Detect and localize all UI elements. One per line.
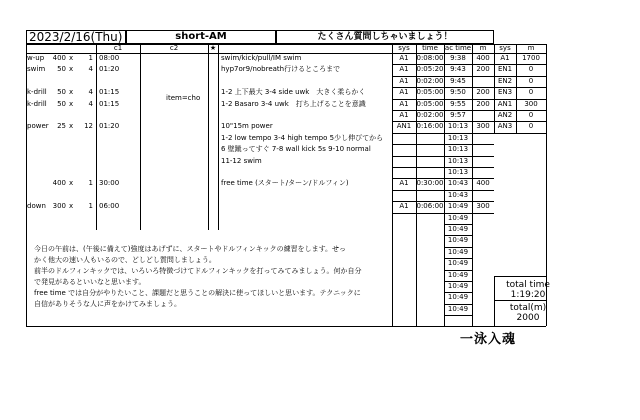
row-cycle: 01:20	[99, 122, 120, 131]
row-menu: hyp7or9/nobreath行けるところまで	[221, 65, 341, 74]
summary-m: 1700	[522, 54, 540, 62]
summary-sys: AN2	[497, 111, 513, 119]
row-meters: 200	[476, 99, 490, 108]
row-divider	[494, 133, 546, 134]
row-menu: 10"15m power	[221, 122, 273, 131]
practice-sheet	[26, 30, 612, 326]
row-meters: 400	[476, 54, 490, 62]
row-ac-time: 10:49	[447, 270, 469, 279]
row-time: 0:06:00	[416, 202, 444, 211]
row-divider	[392, 167, 494, 168]
row-ac-time: 9:55	[450, 99, 466, 108]
row-distance: 400	[52, 179, 66, 188]
column-divider	[140, 44, 141, 230]
row-meters: 400	[476, 179, 490, 188]
col-header-m: m	[479, 44, 487, 52]
header-message: たくさん質問しちゃいましょう！	[276, 30, 494, 44]
row-type: power	[27, 122, 49, 131]
row-menu: 6 壁蹴ってすぐ 7-8 wall kick 5s 9-10 normal	[221, 145, 371, 154]
summary-m: 0	[528, 111, 534, 119]
row-ac-time: 9:38	[450, 54, 466, 62]
row-ac-time: 10:13	[447, 145, 469, 154]
summary-sys: AN1	[497, 99, 513, 108]
summary-m: 0	[528, 122, 534, 131]
summary-m: 300	[524, 99, 538, 108]
row-sys: A1	[399, 99, 409, 108]
row-time: 0:02:00	[416, 111, 444, 119]
row-menu: 1-2 上下最大 3-4 side uwk 大きく柔らかく	[221, 88, 366, 97]
row-distance: 300	[52, 202, 66, 211]
row-distance: 50	[57, 99, 66, 108]
summary-m: 0	[528, 88, 534, 97]
row-meters: 200	[476, 65, 490, 74]
row-meters: 300	[476, 202, 490, 211]
row-divider	[444, 315, 472, 316]
row-ac-time: 10:43	[447, 190, 469, 199]
summary-m: 0	[528, 65, 534, 74]
row-divider	[494, 276, 546, 277]
column-divider	[218, 44, 219, 230]
row-sys: A1	[399, 54, 409, 62]
row-divider	[392, 144, 494, 145]
row-menu: free time (スタート/ターン/ドルフィン)	[221, 179, 349, 188]
row-divider	[392, 213, 494, 214]
row-cycle: 08:00	[99, 54, 120, 62]
total-m-value: 2000	[516, 313, 540, 323]
col-header-sys: sys	[398, 44, 410, 52]
row-menu: 1-2 low tempo 3-4 high tempo 5少し伸びてから	[221, 133, 384, 142]
summary-sys: EN3	[497, 88, 513, 97]
total-time-box	[492, 280, 564, 323]
row-reps: 1	[88, 202, 93, 211]
note-line: 今日の午前は、(午後に備えて)強度はあげずに、スタートやドルフィンキックの練習をします。せっ	[34, 245, 346, 253]
row-divider	[392, 156, 494, 157]
note-line: 自信がありそうな人に声をかけてみましょう。	[34, 300, 181, 308]
row-distance: 50	[57, 88, 66, 97]
row-ac-time: 10:49	[447, 213, 469, 222]
row-ac-time: 10:13	[447, 168, 469, 176]
row-times-sign: x	[69, 179, 74, 188]
summary-sys: EN2	[497, 76, 513, 85]
row-sys: A1	[399, 65, 409, 74]
row-menu: swim/kick/pull/IM swim	[221, 54, 302, 62]
row-time: 0:05:00	[416, 99, 444, 108]
coach-note	[34, 244, 390, 310]
row-menu: 1-2 Basaro 3-4 uwk 打ち上げることを意識	[221, 99, 366, 108]
row-distance: 25	[57, 122, 66, 131]
note-line: かく他大の速い人もいるので、どしどし質問しましょう。	[34, 256, 216, 264]
total-m-label: total(m)	[509, 303, 547, 313]
row-sys: A1	[399, 76, 409, 85]
row-cycle: 01:15	[99, 99, 120, 108]
signature: 一泳入魂	[460, 332, 517, 347]
total-time-value: 1:19:20	[510, 290, 546, 300]
row-sys: A1	[399, 179, 409, 188]
note-line: free time では自分がやりたいこと、課題だと思うことの解決に使ってほしいと思います。テクニックに	[34, 289, 361, 297]
row-time: 0:16:00	[416, 122, 444, 131]
row-type: w-up	[27, 54, 45, 62]
col-header-c2: c2	[169, 44, 179, 52]
row-divider	[494, 300, 546, 301]
col-header-sys2: sys	[499, 44, 511, 52]
row-type: k-drill	[27, 99, 47, 108]
row-ac-time: 9:45	[450, 76, 466, 85]
column-divider	[96, 44, 97, 230]
col-header-ac-time: ac time	[444, 44, 472, 52]
column-divider	[494, 276, 495, 326]
row-times-sign: x	[69, 54, 74, 62]
row-times-sign: x	[69, 88, 74, 97]
summary-sys: AN3	[497, 122, 513, 131]
row-cycle: 30:00	[99, 179, 120, 188]
row-reps: 4	[88, 88, 93, 97]
row-cycle: 01:20	[99, 65, 120, 74]
row-cycle: 06:00	[99, 202, 120, 211]
row-times-sign: x	[69, 65, 74, 74]
row-ac-time: 10:49	[447, 293, 469, 302]
row-times-sign: x	[69, 122, 74, 131]
row-ac-time: 10:49	[447, 282, 469, 290]
row-distance: 400	[52, 54, 66, 62]
row-ac-time: 10:49	[447, 225, 469, 233]
row-ac-time: 10:13	[447, 133, 469, 142]
note-line: 前半のドルフィンキックでは、いろいろ特徴づけてドルフィンキックを打ってみてみましょう。何か自分	[34, 267, 362, 275]
row-time: 0:05:00	[416, 88, 444, 97]
row-reps: 1	[88, 179, 93, 188]
row-type: k-drill	[27, 88, 47, 97]
row-ac-time: 10:49	[447, 202, 469, 211]
row-meters: 200	[476, 88, 490, 97]
summary-sys: EN1	[497, 65, 513, 74]
row-ac-time: 9:43	[450, 65, 466, 74]
row-reps: 1	[88, 54, 93, 62]
row-ac-time: 10:49	[447, 259, 469, 268]
col-header-c1: c1	[113, 44, 123, 52]
row-divider	[26, 326, 546, 327]
row-times-sign: x	[69, 202, 74, 211]
row-ac-time: 9:57	[450, 111, 466, 119]
row-time: 0:02:00	[416, 76, 444, 85]
item-label: item=cho	[166, 94, 201, 103]
col-header-time: time	[422, 44, 438, 52]
row-ac-time: 10:13	[447, 122, 469, 131]
row-time: 0:30:00	[416, 179, 444, 188]
menu-table	[26, 44, 612, 326]
row-divider	[392, 190, 494, 191]
row-reps: 12	[84, 122, 93, 131]
col-header-star: ★	[209, 44, 217, 52]
row-ac-time: 10:43	[447, 179, 469, 188]
row-ac-time: 10:49	[447, 304, 469, 313]
date-cell: 2023/2/16(Thu)	[26, 30, 126, 44]
column-divider	[208, 44, 209, 230]
row-sys: A1	[399, 202, 409, 211]
session-title: short-AM	[126, 30, 276, 44]
row-sys: A1	[399, 88, 409, 97]
row-divider	[392, 133, 494, 134]
row-ac-time: 10:49	[447, 236, 469, 245]
row-reps: 4	[88, 65, 93, 74]
row-reps: 4	[88, 99, 93, 108]
row-ac-time: 10:13	[447, 156, 469, 165]
summary-m: 0	[528, 76, 534, 85]
row-meters: 300	[476, 122, 490, 131]
note-line: で発見があるといいなと思います。	[34, 278, 146, 286]
row-ac-time: 9:50	[450, 88, 466, 97]
row-time: 0:05:20	[416, 65, 444, 74]
summary-sys: A1	[500, 54, 510, 62]
row-cycle: 01:15	[99, 88, 120, 97]
col-header-m2: m	[527, 44, 535, 52]
row-times-sign: x	[69, 99, 74, 108]
row-sys: A1	[399, 111, 409, 119]
row-type: down	[27, 202, 46, 211]
row-distance: 50	[57, 65, 66, 74]
row-type: swim	[27, 65, 46, 74]
total-time-label: total time	[506, 280, 550, 290]
row-menu: 11-12 swim	[221, 156, 262, 165]
row-sys: AN1	[396, 122, 412, 131]
row-ac-time: 10:49	[447, 247, 469, 256]
row-time: 0:08:00	[416, 54, 444, 62]
